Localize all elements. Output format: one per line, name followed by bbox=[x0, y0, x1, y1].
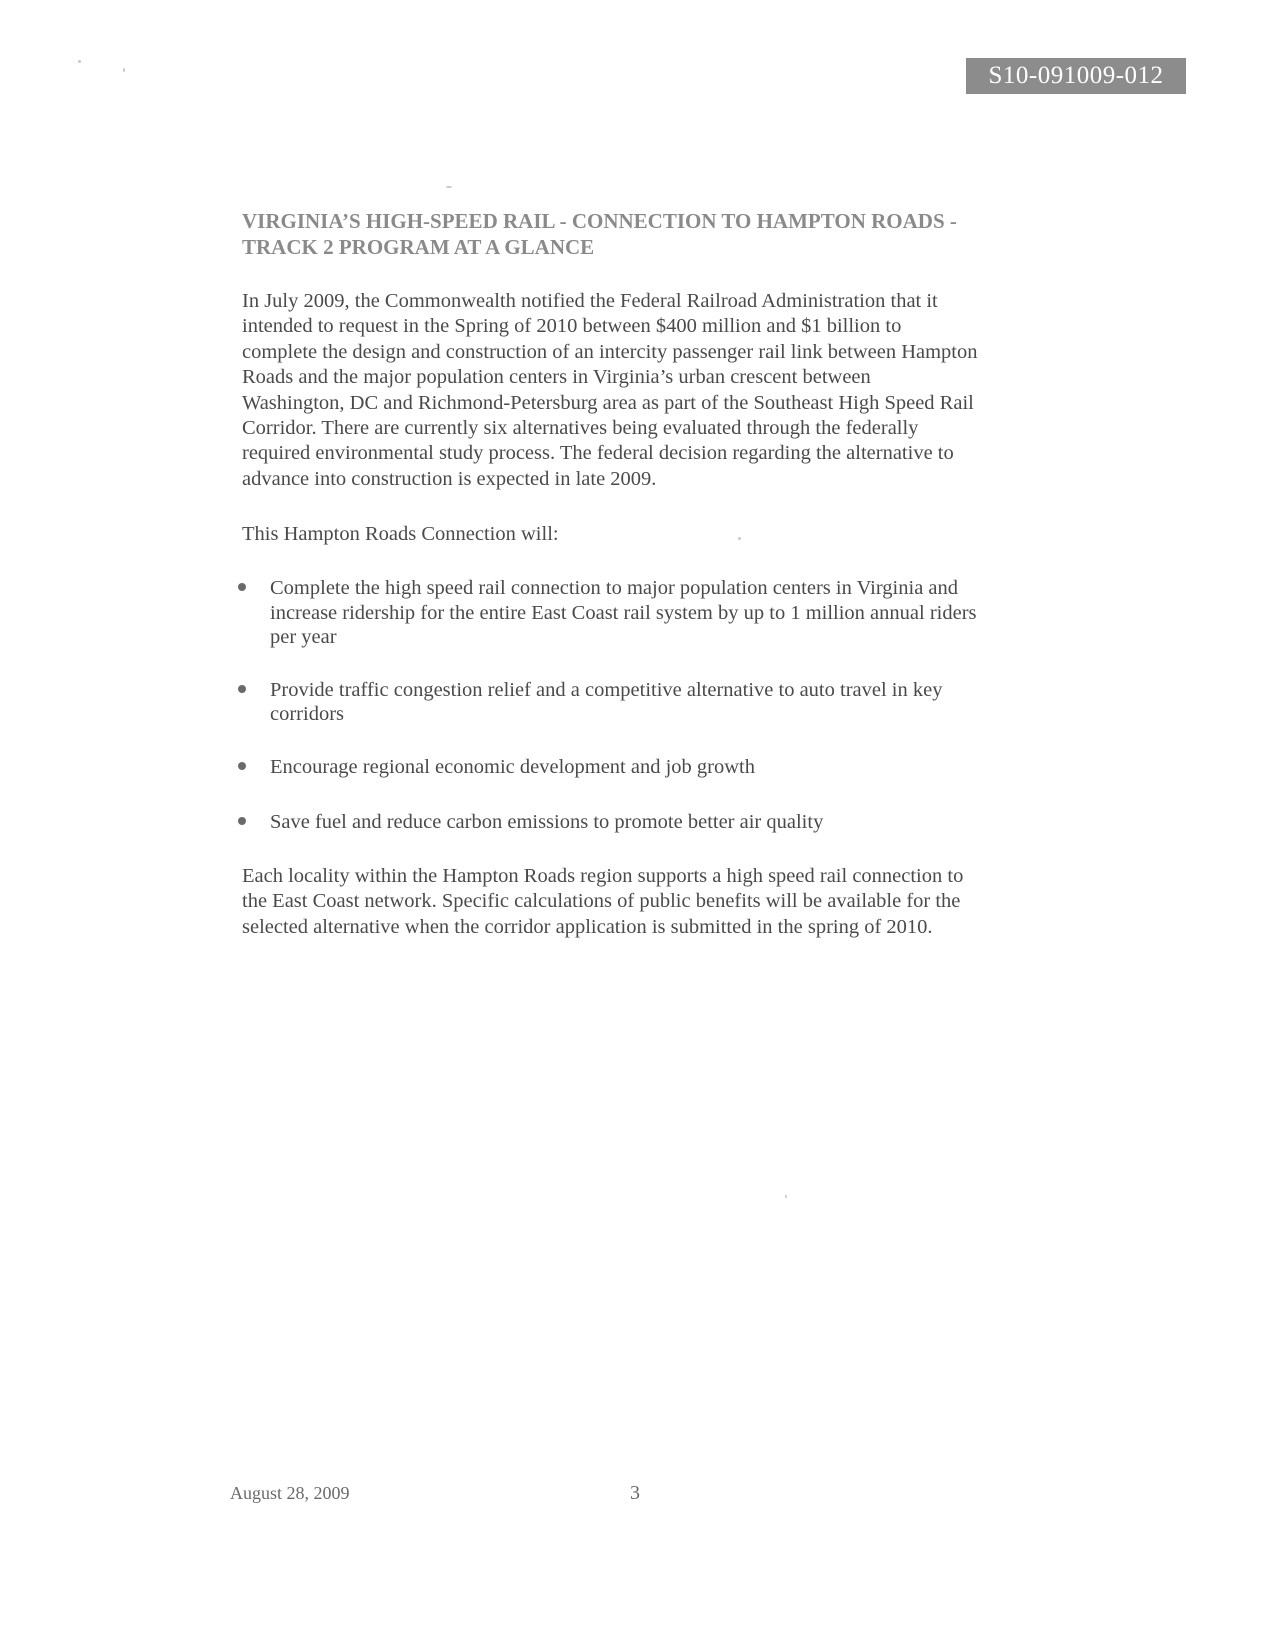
lead-in-text bbox=[242, 522, 1062, 547]
bullet-icon bbox=[238, 762, 246, 770]
list-item-line: Complete the high speed rail connection to major population centers in Virginia and bbox=[270, 577, 959, 599]
list-item bbox=[234, 810, 1074, 835]
list-item-line: increase ridership for the entire East Coast rail system by up to 1 million annual riders bbox=[270, 601, 977, 624]
bullet-icon bbox=[238, 583, 246, 591]
paragraph-line: In July 2009, the Commonwealth notified the Federal Railroad Administration that it bbox=[242, 290, 938, 312]
scan-speck bbox=[785, 1195, 787, 1198]
paragraph-line: intended to request in the Spring of 2010 between $400 million and $1 billion to bbox=[242, 315, 902, 338]
paragraph-line: Each locality within the Hampton Roads region supports a high speed rail connection to bbox=[242, 865, 964, 887]
scan-speck bbox=[123, 68, 125, 72]
paragraph-line: Washington, DC and Richmond-Petersburg area as part of the Southeast High Speed Rail bbox=[242, 391, 974, 414]
list-item-line: corridors bbox=[270, 703, 345, 726]
paragraph-line: selected alternative when the corridor application is submitted in the spring of 2010. bbox=[242, 915, 933, 938]
list-item bbox=[234, 755, 1074, 780]
bullet-icon bbox=[238, 685, 246, 693]
list-item-line: Provide traffic congestion relief and a competitive alternative to auto travel in key bbox=[270, 678, 943, 701]
paragraph-line: Corridor. There are currently six alternatives being evaluated through the federally bbox=[242, 417, 919, 440]
document-id-stamp: S10-091009-012 bbox=[966, 58, 1186, 94]
paragraph-line: This Hampton Roads Connection will: bbox=[242, 523, 559, 545]
scan-speck bbox=[78, 60, 81, 63]
paragraph-line: the East Coast network. Specific calculations of public benefits will be available for the bbox=[242, 890, 961, 913]
paragraph-line: Roads and the major population centers in Virginia’s urban crescent between bbox=[242, 366, 871, 389]
list-item bbox=[234, 576, 1074, 650]
closing-paragraph bbox=[242, 864, 1062, 940]
list-item-line: per year bbox=[270, 626, 337, 649]
paragraph-line: required environmental study process. The federal decision regarding the alternative to bbox=[242, 442, 954, 465]
intro-paragraph bbox=[242, 289, 1062, 492]
benefits-list bbox=[234, 576, 1074, 834]
title-line: TRACK 2 PROGRAM AT A GLANCE bbox=[242, 235, 595, 259]
bullet-icon bbox=[238, 817, 246, 825]
scan-speck bbox=[446, 186, 452, 188]
list-item-line: Encourage regional economic development and job growth bbox=[270, 755, 756, 778]
footer-date: August 28, 2009 bbox=[230, 1483, 350, 1503]
list-item bbox=[234, 678, 1074, 727]
scan-speck bbox=[738, 537, 741, 540]
title-line: VIRGINIA’S HIGH-SPEED RAIL - CONNECTION TO HAMPTON ROADS - bbox=[242, 209, 957, 233]
page-number: 3 bbox=[630, 1482, 640, 1504]
list-item-line: Save fuel and reduce carbon emissions to promote better air quality bbox=[270, 810, 824, 833]
paragraph-line: advance into construction is expected in late 2009. bbox=[242, 467, 657, 490]
document-title bbox=[242, 208, 1042, 260]
paragraph-line: complete the design and construction of an intercity passenger rail link between Hampton bbox=[242, 340, 978, 363]
